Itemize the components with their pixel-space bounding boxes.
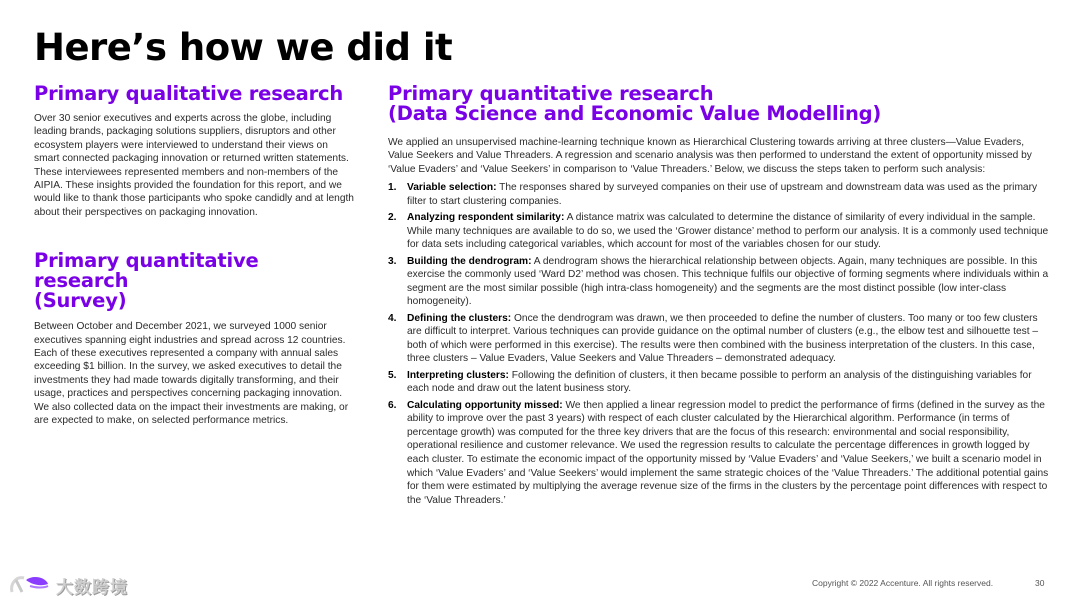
watermark	[8, 572, 128, 598]
step-item	[388, 211, 1052, 252]
page-number: 30	[1035, 578, 1045, 588]
step-description: A distance matrix was calculated to determine the distance of similarity of every individual in the sample. While many techniques are available to do so, we used the ‘Grower distance’ method to perform our analysis. It is a commonly used technique for data sets including categorical variables, which account for most of the variables chosen for our study.	[407, 212, 1049, 251]
step-number: 4.	[388, 312, 397, 324]
step-item	[388, 255, 1052, 309]
step-item	[388, 181, 1052, 208]
step-title: Defining the clusters:	[407, 312, 512, 324]
watermark-text: 大数跨境	[56, 577, 128, 598]
data-science-intro: We applied an unsupervised machine-learning technique known as Hierarchical Clustering towards arriving at three clusters—Value Evaders, Value Seekers and Value Threaders. A regression and scenario analysis was then performed to understand the extent of opportunity missed by ‘Value Evaders’ and ‘Value Seekers’ in comparison to ‘Value Threaders.’ Below, we discuss the steps taken to perform such analysis:	[388, 137, 1032, 175]
step-item	[388, 399, 1052, 508]
survey-heading-line1: Primary quantitative research	[34, 249, 259, 293]
step-description: The responses shared by surveyed companies on their use of upstream and downstream data was used as the primary filter to start clustering companies.	[407, 182, 1038, 207]
survey-heading-line2: (Survey)	[34, 289, 127, 313]
step-title: Building the dendrogram:	[407, 255, 532, 267]
step-text	[407, 312, 1052, 366]
step-description: A dendrogram shows the hierarchical relationship between objects. Again, many techniques are possible. In this exercise the commonly used ‘Ward D2’ method was chosen. This technique fulfils our objective of forming segments where individuals within a segment are the most similar possible (high intra-class homogeneity) and the segments are the most distinct possible (low inter-class homogeneity).	[407, 255, 1049, 308]
steps-list	[388, 181, 1052, 507]
step-number: 1.	[388, 182, 397, 194]
step-text	[407, 369, 1052, 396]
step-text	[407, 399, 1052, 508]
step-title: Analyzing respondent similarity:	[407, 212, 565, 224]
step-title: Interpreting clusters:	[407, 369, 509, 381]
step-title: Variable selection:	[407, 182, 497, 194]
step-number: 6.	[388, 399, 397, 411]
step-description: We then applied a linear regression model to predict the performance of firms (defined in the survey as the ability to improve over the past 3 years) with respect of each cluster calculated by the Hierarchical algorithm. Performance (in terms of percentage growth) was computed for the three key drivers that are the focus of this research: environmental and social responsibility, operational resilience and customer relevance. We used the regression results to calculate the percentage differences in growth logged by each cluster. To estimate the economic impact of the opportunity missed by ‘Value Evaders’ and ‘Value Seekers,’ we built a scenario model in which ‘Value Evaders’ and ‘Value Seekers’ would implement the same strategic choices of the ‘Value Threaders.’ The additional potential gains for them were estimated by multiplying the average revenue size of the firms in the clusters by the percentage point differences with respect to the ‘Value Threaders.’	[407, 399, 1049, 506]
step-item	[388, 312, 1052, 366]
step-text	[407, 211, 1052, 252]
step-number: 5.	[388, 369, 397, 381]
survey-heading	[34, 251, 356, 311]
step-description: Following the definition of clusters, it then became possible to perform an analysis of the distinguishing variables for each node and draw out the latent business story.	[407, 369, 1032, 395]
right-column	[388, 84, 1052, 510]
left-column	[34, 84, 356, 428]
survey-body: Between October and December 2021, we surveyed 1000 senior executives spanning eight industries and spread across 12 countries. Each of these executives represented a company with annual sales exceeding $1 billion. In the survey, we asked executives to detail the investments they had made towards digitally transforming, and their usage, practices and perspectives concerning packaging innovation. We also collected data on the impact their investments are making, or are expected to make, on selected performance metrics.	[34, 321, 349, 427]
qualitative-heading: Primary qualitative research	[34, 82, 344, 105]
step-description: Once the dendrogram was drawn, we then proceeded to define the number of clusters. Too many or too few clusters are difficult to interpret. Various techniques can provide guidance on the optimal number of clusters (e.g., the elbow test and silhouette test – both of which were performed in this exercise). The results were then combined with the business interpretation of the clusters. In this case, three clusters – Value Evaders, Value Seekers and Value Threaders – demonstrated adequacy.	[407, 312, 1039, 365]
copyright-text: Copyright © 2022 Accenture. All rights reserved.	[812, 578, 994, 588]
step-number: 2.	[388, 212, 397, 224]
watermark-logo-icon	[8, 572, 52, 598]
page-title: Here’s how we did it	[34, 26, 453, 69]
qualitative-body: Over 30 senior executives and experts across the globe, including leading brands, packaging solutions suppliers, disruptors and other ecosystem players were interviewed to understand their views on smart connected packaging innovation or returned written statements. These interviewees represented members and non-members of the AIPIA. These insights provided the foundation for this report, and we would like to thank those participants who spoke candidly and at length about their perspectives on packaging innovation.	[34, 113, 354, 218]
step-number: 3.	[388, 255, 397, 267]
step-text	[407, 181, 1052, 208]
data-science-heading-line2: (Data Science and Economic Value Modelling)	[388, 102, 882, 125]
step-title: Calculating opportunity missed:	[407, 399, 563, 411]
data-science-heading-line1: Primary quantitative research	[388, 82, 714, 105]
data-science-heading	[388, 84, 1052, 124]
step-item	[388, 369, 1052, 396]
step-text	[407, 255, 1052, 309]
